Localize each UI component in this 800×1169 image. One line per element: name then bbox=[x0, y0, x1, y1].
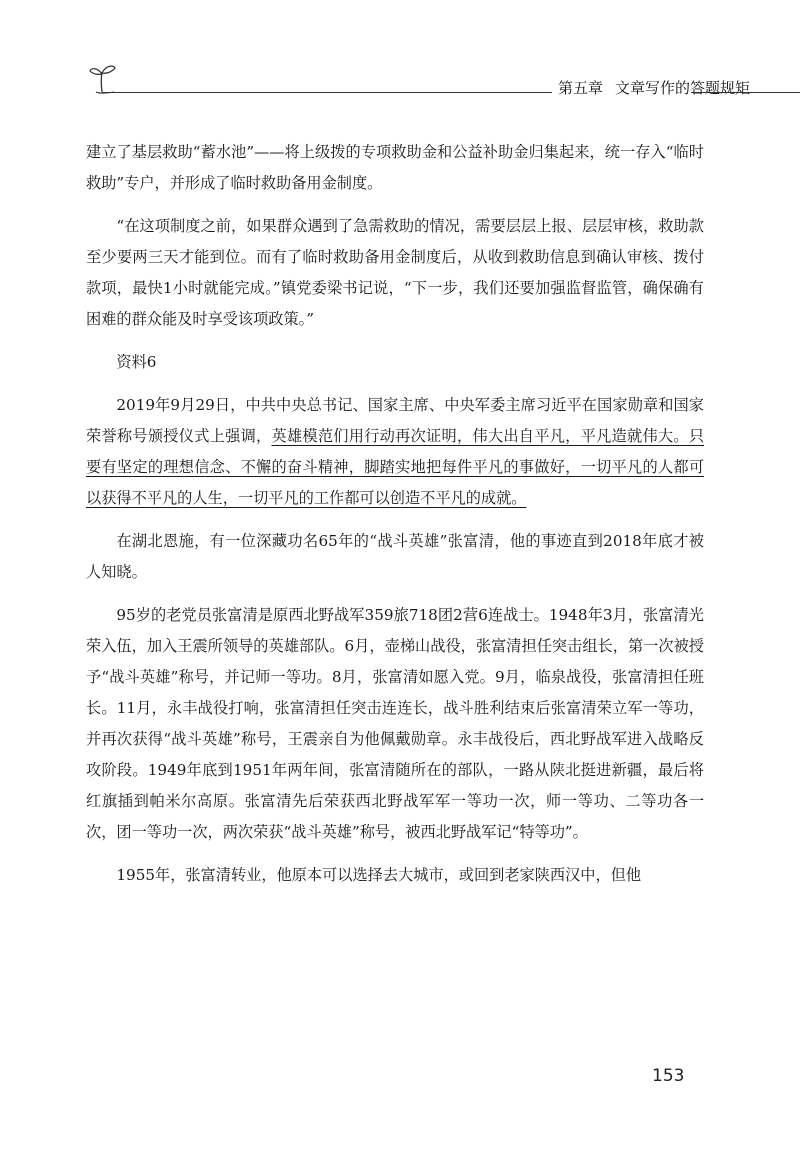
section-heading: 资料6 bbox=[116, 353, 157, 371]
chapter-title: 文章写作的答题规矩 bbox=[615, 79, 751, 97]
body-text bbox=[86, 137, 704, 891]
page-number: 153 bbox=[652, 1066, 685, 1086]
underlined-quote: 英雄模范们用行动再次证明，伟大出自平凡，平凡造就伟大。只要有坚定的理想信念、不懈的奋斗精神，脚踏实地把每件平凡的事做好，一切平凡的人都可以获得不平凡的人生，一切平凡的工作都可以创造不平凡的成就。 bbox=[86, 427, 705, 507]
chapter-heading bbox=[558, 77, 750, 98]
page-header bbox=[88, 62, 751, 102]
paragraph: 建立了基层救助“蓄水池”——将上级拨的专项救助金和公益补助金归集起来，统一存入“临时救助”专户，并形成了临时救助备用金制度。 bbox=[86, 143, 704, 192]
chapter-number: 第五章 bbox=[558, 79, 604, 97]
paragraph: 95岁的老党员张富清是原西北野战军359旅718团2营6连战士。1948年3月，张富清光荣入伍，加入王震所领导的英雄部队。6月，壶梯山战役，张富清担任突击组长，第一次被授予“战斗英雄”称号，并记师一等功。8月，张富清如愿入党。9月，临泉战役，张富清担任班长。11月，永丰战役打响，张富清担任突击连连长，战斗胜利结束后张富清荣立军一等功，并再次获得“战斗英雄”称号，王震亲自为他佩戴勋章。永丰战役后，西北野战军进入战略反攻阶段。1949年底到1951年两年间，张富清随所在的部队，一路从陕北挺进新疆，最后将红旗插到帕米尔高原。张富清先后荣获西北野战军军一等功一次，师一等功、二等功各一次，团一等功一次，两次荣获“战斗英雄”称号，被西北野战军记“特等功”。 bbox=[86, 606, 704, 841]
header-rule-right bbox=[691, 92, 800, 93]
paragraph: 在湖北恩施，有一位深藏功名65年的“战斗英雄”张富清，他的事迹直到2018年底才被人知晓。 bbox=[86, 532, 704, 581]
paragraph-text: 2019年9月29日，中共中央总书记、国家主席、中央军委主席习近平在国家勋章和国家荣誉称号颁授仪式上强调， bbox=[86, 396, 704, 445]
header-rule-left bbox=[102, 92, 552, 93]
paragraph bbox=[86, 390, 704, 514]
paragraph: “在这项制度之前，如果群众遇到了急需救助的情况，需要层层上报、层层审核，救助款至少要两三天才能到位。而有了临时救助备用金制度后，从收到救助信息到确认审核、拨付款项，最快1小时就能完成。”镇党委梁书记说，“下一步，我们还要加强监督监管，确保确有困难的群众能及时享受该项政策。” bbox=[86, 217, 704, 328]
paragraph: 1955年，张富清转业，他原本可以选择去大城市，或回到老家陕西汉中，但他 bbox=[116, 866, 642, 884]
